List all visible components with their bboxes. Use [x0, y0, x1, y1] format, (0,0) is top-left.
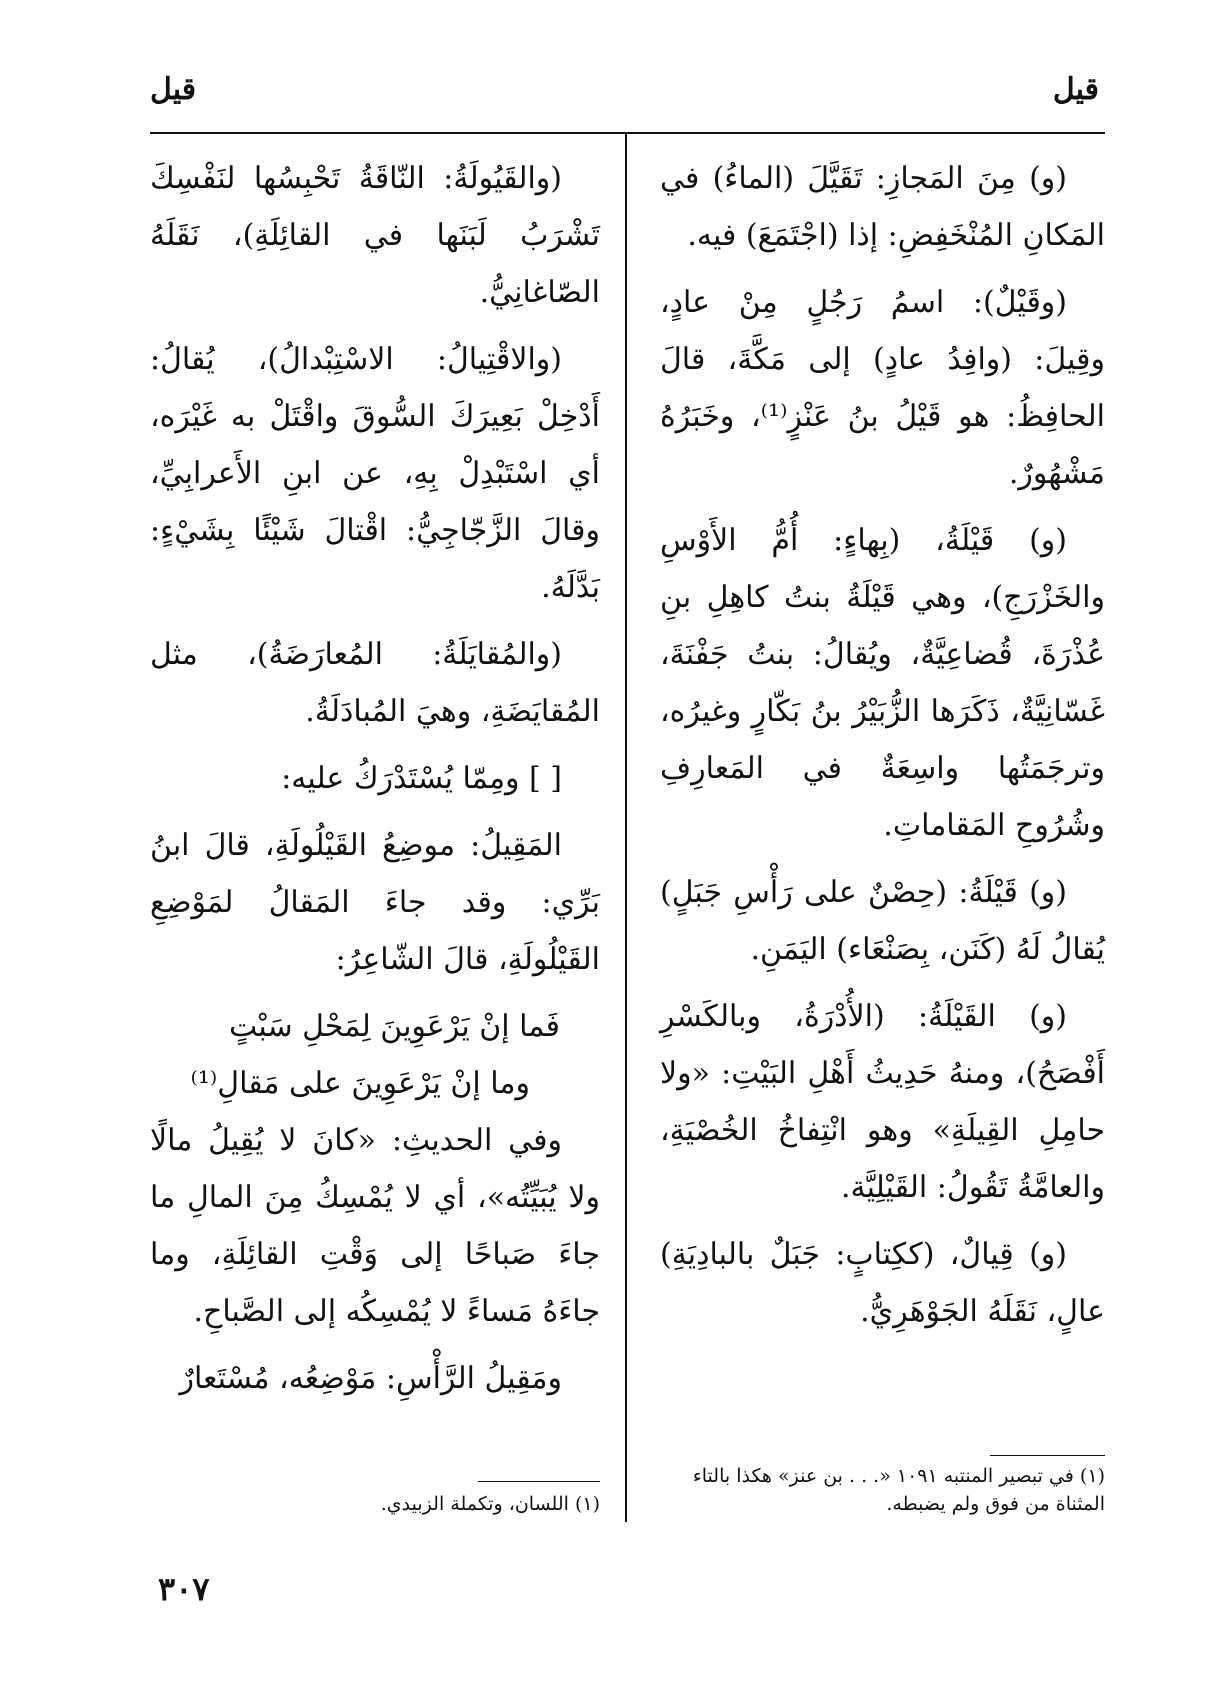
- column-divider: [625, 134, 627, 1522]
- right-column: [660, 150, 1105, 1350]
- page-number: ٣٠٧: [158, 1570, 210, 1608]
- verse-line: وما إنْ يَرْعَوِينَ على مَقالِ⁽¹⁾: [190, 1066, 530, 1101]
- paragraph: (و) قَيْلَةُ، (بِهاءٍ: أُمُّ الأَوْسِ والخَزْرَجِ)، وهي قَيْلَةُ بنتُ كاهِلِ بنِ عُذْرَةَ، قُضاعِيَّةٌ، ويُقالُ: بنتُ جَفْنَةَ، غَسّانِيَّةٌ، ذَكَرَها الزُّبَيْرُ بنُ بَكّارٍ وغيرُه، وترجَمَتُها واسِعَةٌ في المَعارِفِ وشُرُوحِ المَقاماتِ.: [660, 523, 1105, 843]
- paragraph: (والقَيُولَةُ: النّاقَةُ تَحْبِسُها لنَفْسِكَ تَشْرَبُ لَبَنَها في القائِلَةِ)، نَقَلَهُ الصّاغانِيُّ.: [150, 161, 600, 310]
- paragraph: (وقَيْلٌ): اسمُ رَجُلٍ مِنْ عادٍ، وقِيلَ: (وافِدُ عادٍ) إلى مَكَّةَ، قالَ الحافِظُ: هو قَيْلُ بنُ عَنْزٍ⁽¹⁾، وخَبَرُهُ مَشْهُورٌ.: [660, 285, 1105, 491]
- paragraph: (و) القَيْلَةُ: (الأُدْرَةُ، وبالكَسْرِ أَفْصَحُ)، ومنهُ حَدِيثُ أَهْلِ البَيْتِ: «ولا حامِلِ القِيلَةِ» وهو انْتِفاخُ الخُصْيَةِ، والعامَّةُ تَقُولُ: القَيْلِيَّة.: [660, 999, 1105, 1205]
- paragraph: (و) قِيالٌ، (ككِتابٍ: جَبَلٌ بالبادِيَةِ) عالٍ، نَقَلَهُ الجَوْهَرِيُّ.: [660, 1237, 1105, 1329]
- paragraph: المَقِيلُ: موضِعُ القَيْلُولَةِ، قالَ ابنُ بَرِّي: وقد جاءَ المَقالُ لمَوْضِعِ القَيْلُولَةِ، قالَ الشّاعِرُ:: [150, 828, 600, 977]
- header-left-title: قيل: [150, 72, 197, 107]
- paragraph: (و) مِنَ المَجازِ: تَقَيَّلَ (الماءُ) في المَكانِ المُنْخَفِضِ: إذا (اجْتَمَعَ) فيه.: [660, 161, 1105, 253]
- paragraph: وفي الحديثِ: «كانَ لا يُقِيلُ مالًا ولا يُبَيِّتُه»، أي لا يُمْسِكُ مِنَ المالِ ما جاءَ صَباحًا إلى وَقْتِ القائِلَةِ، وما جاءَهُ مَساءً لا يُمْسِكُه إلى الصَّباحِ.: [150, 1123, 600, 1329]
- paragraph: (والمُقايَلَةُ: المُعارَضَةُ)، مثل المُقايَضَةِ، وهيَ المُبادَلَةُ.: [150, 637, 600, 729]
- footnote-right: (١) في تبصير المنتبه ١٠٩١ «. . . بن عنز» هكذا بالتاء المثناة من فوق ولم يضبطه.: [692, 1465, 1105, 1515]
- footnote-left: (١) اللسان، وتكملة الزبيدي.: [380, 1493, 600, 1515]
- header-rule: [150, 132, 1105, 134]
- paragraph: [ ] ومِمّا يُسْتَدْرَكُ عليه:: [281, 761, 562, 796]
- paragraph: (والاقْتِيالُ: الاسْتِبْدالُ)، يُقالُ: أَدْخِلْ بَعِيرَكَ السُّوقَ واقْتَلْ به غَيْرَه، أي اسْتَبْدِلْ بِهِ، عن ابنِ الأَعرابِيِّ، وقالَ الزَّجّاجِيُّ: اقْتالَ شَيْئًا بِشَيْءٍ: بَدَّلَهُ.: [150, 342, 600, 605]
- footnote-rule: [478, 1481, 600, 1482]
- paragraph: ومَقِيلُ الرَّأْسِ: مَوْضِعُه، مُسْتَعارٌ: [179, 1361, 562, 1396]
- left-column: [150, 150, 600, 1417]
- footnote-rule: [990, 1455, 1105, 1456]
- header-right-title: قيل: [1052, 72, 1099, 107]
- verse-line: فَما إنْ يَرْعَوِينَ لِمَحْلِ سَبْتٍ: [228, 1009, 560, 1044]
- paragraph: (و) قَيْلَةُ: (حِصْنٌ على رَأْسِ جَبَلٍ) يُقالُ لَهُ (كَنَن، بِصَنْعَاء) اليَمَنِ.: [660, 875, 1105, 967]
